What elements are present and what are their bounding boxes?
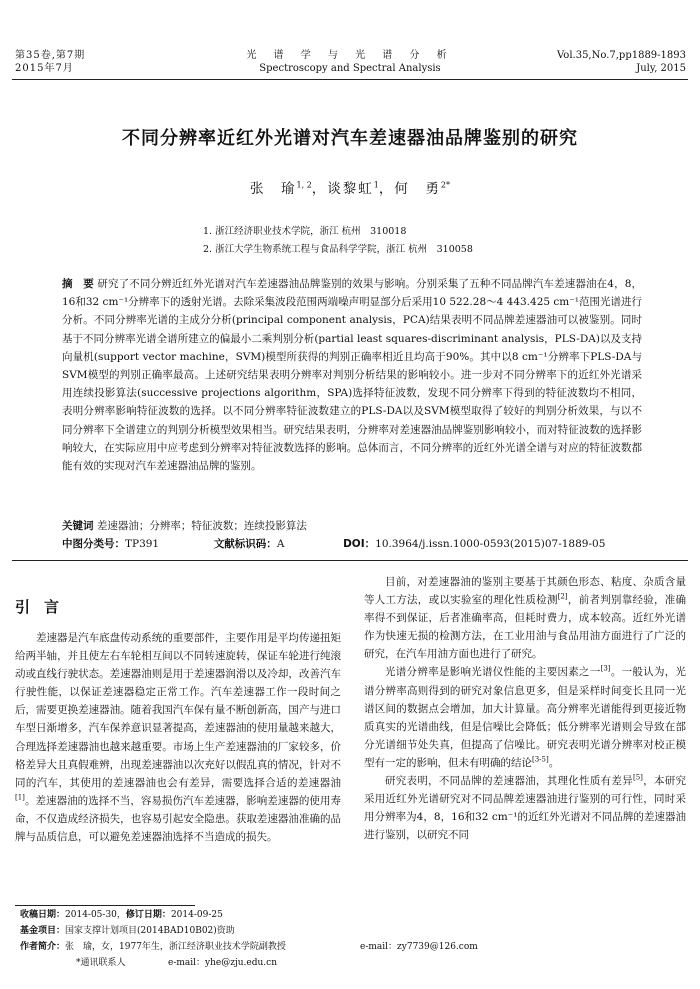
body-column-left [15, 629, 341, 846]
citation: [5] [632, 773, 643, 782]
author-affiliation-mark: 1 [373, 180, 379, 190]
author-list: 张 瑜$^{1, 2}$，谈黎虹$^1$，何 勇$^{2*}$ [250, 180, 450, 197]
clc-value: TP391 [125, 538, 160, 550]
journal-name-cn: 光 谱 学 与 光 谱 分 析 [246, 50, 454, 61]
author-name: 张 瑜 [250, 181, 297, 197]
keywords-label: 关键词 [62, 520, 94, 532]
volume-issue: 第35卷,第7期 [15, 50, 86, 61]
publication-month: July, 2015 [636, 63, 686, 74]
section-title: 引言 [15, 598, 74, 616]
running-header-left [15, 49, 85, 75]
classification-line [62, 536, 652, 552]
running-header-right [557, 49, 686, 75]
author-email: e-mail：zy7739@126.com [360, 942, 478, 952]
citation: [3] [600, 664, 611, 673]
paper-title: 不同分辨率近红外光谱对汽车差速器油品牌鉴别的研究 [122, 128, 578, 149]
author-affiliation-mark: 1, 2 [296, 180, 312, 190]
author-name: 谈黎虹 [327, 181, 374, 197]
clc-label: 中图分类号： [62, 538, 125, 550]
doc-code-label: 文献标识码： [213, 538, 277, 550]
abstract-text: 研究了不同分辨近红外光谱对汽车差速器油品牌鉴别的效果与影响。分别采集了五种不同品牌汽车差速器油在4，8，16和32 cm⁻¹分辨率下的透射光谱。去除采集波段范围两端噪声明显部分后采用10 522.28～4 443.425 cm⁻¹范围光谱进行分析。不同分辨率光谱的主成分分析(principal component analysis，PCA)结果表明不同品牌差速器油可以被鉴别。同时基于不同分辨率光谱全谱所建立的偏最小二乘判别分析(partial least squares-discriminant analysis，PLS-DA)以及支持向量机(support vector machine，SVM)模型所获得的判别正确率相近且均高于90%。其中以8 cm⁻¹分辨率下PLS-DA与SVM模型的判别正确率最高。上述研究结果表明分辨率对判别分析结果的影响较小。进一步对不同分辨率下的近红外光谱采用连续投影算法(successive projections algorithm，SPA)选择特征波数，发现不同分辨率下得到的特征波数均不相同，表明分辨率影响特征波数的选择。以不同分辨率特征波数建立的PLS-DA以及SVM模型取得了较好的判别分析效果，与以不同分辨率下全谱建立的判别分析模型效果相当。研究结果表明，分辨率对差速器油品牌鉴别影响较小，而对特征波数的选择影响较大，在实际应用中应考虑到分辨率对特征波数选择的影响。总体而言，不同分辨率的近红外光谱全谱与对应的特征波数都能有效的实现对汽车差速器油品牌的鉴别。 [62, 278, 643, 473]
citation: [2] [557, 592, 568, 601]
paragraph: 目前，对差速器油的鉴别主要基于其颜色形态、粘度、杂质含量等人工方法，或以实验室的理化性质检测[2]，前者判别靠经验，准确率得不到保证，后者准确率高，但耗时费力，成本较高。近红外光谱作为快速无损的检测方法，在工业用油与食品用油方面进行了广泛的研究，在汽车用油方面也进行了研究。 [364, 576, 686, 661]
doi-label: DOI： [343, 538, 376, 550]
abstract-rule [12, 560, 688, 561]
footnote-rule [15, 905, 195, 906]
fund-text: 国家支撑计划项目(2014BAD10B02)资助 [65, 926, 235, 936]
running-header-journal [200, 49, 500, 75]
keywords [62, 518, 652, 534]
journal-name-en: Spectroscopy and Spectral Analysis [259, 63, 441, 74]
keywords-text: 差速器油；分辨率；特征波数；连续投影算法 [96, 520, 307, 532]
footnote-correspondence [20, 957, 685, 971]
body-column-right [364, 573, 686, 844]
doi-value: 10.3964/j.issn.1000-0593(2015)07-1889-05 [375, 538, 606, 550]
footnote-fund: 基金项目：国家支撑计划项目(2014BAD10B02)资助 [20, 926, 235, 936]
abstract-label: 摘 要 [62, 278, 94, 290]
publication-date: 2015年7月 [15, 63, 74, 74]
author-bio: 张 瑜，女，1977年生，浙江经济职业技术学院副教授 [65, 942, 286, 952]
author-name: 何 勇 [394, 181, 441, 197]
citation: [1] [15, 793, 25, 802]
revised-date: 2014-09-25 [170, 910, 223, 920]
doc-code-value: A [276, 538, 285, 550]
paragraph: 光谱分辨率是影响光谱仪性能的主要因素之一[3]。一般认为，光谱分辨率高则得到的研究对象信息更多，但是采样时间变长且同一光谱区间的数据点会增加，加大计算量。高分辨率光谱能得到更接近物质真实的光谱曲线，但是信噪比会降低；低分辨率光谱则会导致在部分光谱细节处失真，但提高了信噪比。研究表明光谱分辨率对校正模型有一定的影响，但未有明确的结论[3-5]。 [364, 664, 687, 769]
citation: [3-5] [532, 755, 549, 764]
footnote-author-bio: 作者简介：张 瑜，女，1977年生，浙江经济职业技术学院副教授 e-mail：zy7739@126.com [20, 941, 685, 955]
volume-pages: Vol.35,No.7,pp1889-1893 [557, 50, 686, 61]
author-affiliation-mark: 2* [440, 180, 450, 190]
paragraph: 研究表明，不同品牌的差速器油，其理化性质有差异[5]，本研究采用近红外光谱研究对不同品牌差速器油进行鉴别的可行性，同时采用分辨率为4，8，16和32 cm⁻¹的近红外光谱对不同品牌的差速器油进行鉴别，以研究不同 [364, 773, 687, 842]
footnote-dates: 收稿日期：2014-05-30，修订日期：2014-09-25 [20, 910, 223, 920]
affiliation-2: 2. 浙江大学生物系统工程与食品科学学院，浙江 杭州 310058 [203, 244, 473, 255]
affiliation-1: 1. 浙江经济职业技术学院，浙江 杭州 310018 [203, 226, 407, 237]
corresponding-email: e-mail：yhe@zju.edu.cn [168, 958, 278, 968]
header-rule [12, 79, 688, 80]
paragraph: 差速器是汽车底盘传动系统的重要部件，主要作用是平均传递扭矩给两半轴，并且使左右车轮相互间以不同转速旋转，保证车轮进行纯滚动或直线行驶状态。差速器油则是用于差速器润滑以及冷却，改善汽车行驶性能，以保证差速器稳定正常工作。汽车差速器工作一段时间之后，需要更换差速器油。随着我国汽车保有量不断创新高，国产与进口车型日渐增多，汽车保养意识显著提高，差速器油的使用量越来越大，合理选择差速器油也越来越重要。市场上生产差速器油的厂家较多，价格差异大且真假难辨，出现差速器油以次充好以假乱真的情况，针对不同的汽车，其使用的差速器油也会有差异，需要选择合适的差速器油[1]。差速器油的选择不当，容易损伤汽车差速器，影响差速器的使用寿命，不仅造成经济损失，也容易引起安全隐患。获取差速器油准确的品牌与品质信息，可以避免差速器油选择不当造成的损失。 [15, 632, 341, 844]
corresponding-author-label: *通讯联系人 [76, 958, 126, 968]
received-date: 2014-05-30， [65, 910, 126, 920]
abstract [62, 275, 642, 475]
